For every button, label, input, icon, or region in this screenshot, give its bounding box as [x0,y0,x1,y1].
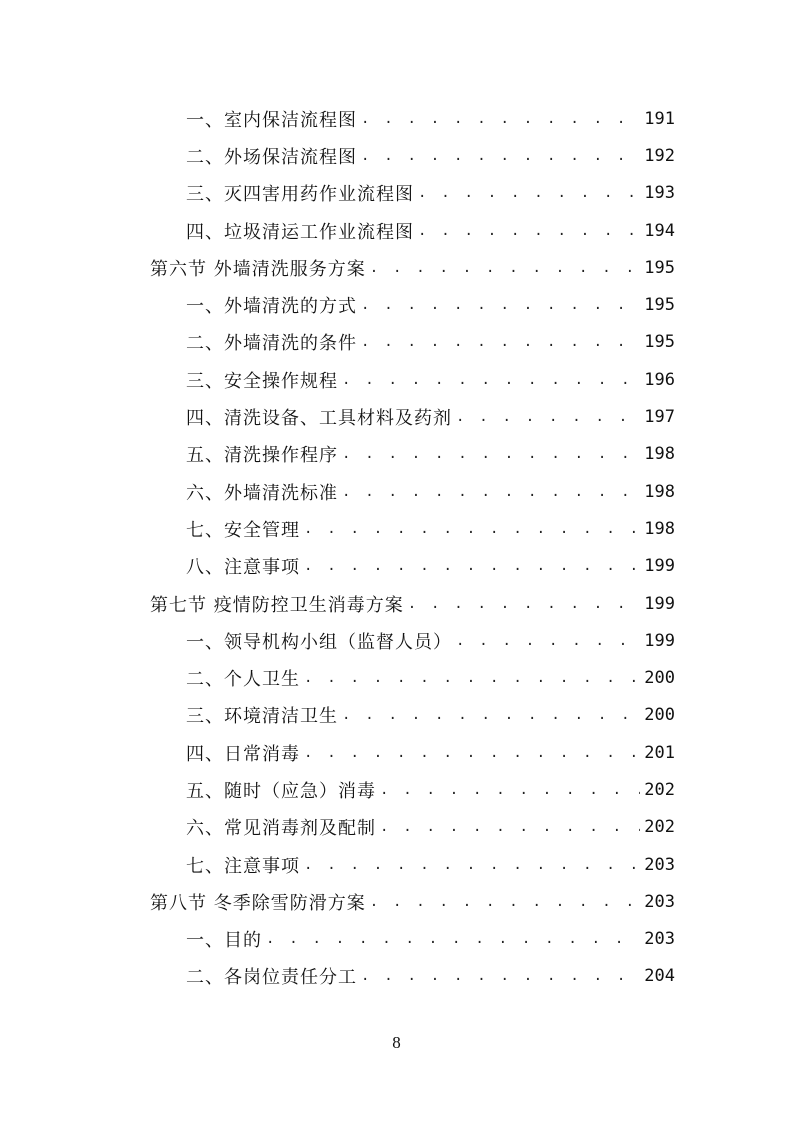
toc-entry-page-number: 198 [644,444,675,465]
toc-entry-label: 八、注意事项 [186,557,300,579]
toc-dot-leader [370,260,641,276]
toc-entry-page-number: 202 [644,817,675,838]
toc-dot-leader [361,334,640,350]
toc-section-entry[interactable] [150,585,675,622]
toc-subsection-entry[interactable] [150,324,675,361]
toc-subsection-entry[interactable] [150,548,675,585]
toc-entry-label: 三、灭四害用药作业流程图 [186,184,414,206]
toc-dot-leader [456,409,640,425]
toc-entry-label: 七、安全管理 [186,519,300,541]
toc-entry-label: 四、清洗设备、工具材料及药剂 [186,408,452,430]
toc-subsection-entry[interactable] [150,921,675,958]
toc-section-entry[interactable] [150,249,675,286]
toc-dot-leader [342,446,640,462]
toc-entry-page-number: 200 [644,705,675,726]
toc-entry-page-number: 203 [644,891,675,912]
toc-entry-page-number: 196 [644,369,675,390]
toc-entry-label: 六、外墙清洗标准 [186,482,338,504]
toc-dot-leader [361,968,640,984]
toc-entry-page-number: 194 [644,220,675,241]
toc-entry-page-number: 199 [644,593,675,614]
toc-entry-page-number: 198 [644,481,675,502]
toc-dot-leader [418,185,640,201]
toc-entry-page-number: 195 [644,332,675,353]
toc-dot-leader [408,596,641,612]
toc-entry-label: 三、环境清洁卫生 [186,706,338,728]
toc-entry-label: 一、室内保洁流程图 [186,109,357,131]
toc-entry-page-number: 195 [644,257,675,278]
toc-dot-leader [456,633,640,649]
toc-entry-label: 五、随时（应急）消毒 [186,780,376,802]
toc-dot-leader [342,707,640,723]
toc-subsection-entry[interactable] [150,510,675,547]
toc-entry-label: 二、个人卫生 [186,669,300,691]
toc-entry-label: 五、清洗操作程序 [186,445,338,467]
toc-subsection-entry[interactable] [150,175,675,212]
toc-subsection-entry[interactable] [150,958,675,995]
toc-entry-label: 二、外场保洁流程图 [186,146,357,168]
toc-subsection-entry[interactable] [150,473,675,510]
toc-entry-page-number: 200 [644,668,675,689]
toc-subsection-entry[interactable] [150,212,675,249]
toc-dot-leader [304,670,640,686]
toc-entry-page-number: 193 [644,183,675,204]
toc-subsection-entry[interactable] [150,771,675,808]
toc-subsection-entry[interactable] [150,809,675,846]
toc-entry-label: 第七节 疫情防控卫生消毒方案 [150,594,404,616]
toc-entry-label: 七、注意事项 [186,855,300,877]
toc-entry-label: 六、常见消毒剂及配制 [186,818,376,840]
toc-dot-leader [380,782,640,798]
toc-entry-label: 二、外墙清洗的条件 [186,333,357,355]
toc-entry-page-number: 203 [644,929,675,950]
toc-entry-page-number: 202 [644,779,675,800]
toc-subsection-entry[interactable] [150,137,675,174]
toc-subsection-entry[interactable] [150,622,675,659]
page-number: 8 [392,1033,401,1052]
table-of-contents [150,100,675,995]
toc-subsection-entry[interactable] [150,286,675,323]
toc-entry-page-number: 191 [644,108,675,129]
toc-dot-leader [304,745,640,761]
toc-entry-page-number: 192 [644,145,675,166]
toc-entry-label: 第八节 冬季除雪防滑方案 [150,892,366,914]
toc-entry-label: 二、各岗位责任分工 [186,967,357,989]
toc-entry-page-number: 195 [644,295,675,316]
toc-dot-leader [380,819,640,835]
toc-entry-label: 一、外墙清洗的方式 [186,296,357,318]
toc-subsection-entry[interactable] [150,100,675,137]
toc-dot-leader [418,223,640,239]
toc-dot-leader [342,372,640,388]
toc-entry-label: 四、垃圾清运工作业流程图 [186,221,414,243]
toc-entry-page-number: 199 [644,556,675,577]
toc-entry-page-number: 204 [644,966,675,987]
toc-dot-leader [342,484,640,500]
toc-entry-page-number: 201 [644,742,675,763]
toc-subsection-entry[interactable] [150,398,675,435]
toc-subsection-entry[interactable] [150,659,675,696]
toc-entry-page-number: 199 [644,630,675,651]
toc-entry-page-number: 197 [644,407,675,428]
toc-subsection-entry[interactable] [150,846,675,883]
toc-subsection-entry[interactable] [150,361,675,398]
toc-dot-leader [304,857,640,873]
toc-dot-leader [304,521,640,537]
toc-dot-leader [304,558,640,574]
toc-entry-page-number: 198 [644,518,675,539]
toc-section-entry[interactable] [150,883,675,920]
toc-dot-leader [370,894,641,910]
toc-dot-leader [266,931,640,947]
toc-subsection-entry[interactable] [150,697,675,734]
toc-dot-leader [361,148,640,164]
toc-dot-leader [361,111,640,127]
toc-entry-page-number: 203 [644,854,675,875]
toc-entry-label: 第六节 外墙清洗服务方案 [150,258,366,280]
toc-entry-label: 一、领导机构小组（监督人员） [186,631,452,653]
toc-dot-leader [361,297,640,313]
toc-entry-label: 一、目的 [186,930,262,952]
toc-entry-label: 三、安全操作规程 [186,370,338,392]
toc-entry-label: 四、日常消毒 [186,743,300,765]
toc-subsection-entry[interactable] [150,436,675,473]
toc-subsection-entry[interactable] [150,734,675,771]
